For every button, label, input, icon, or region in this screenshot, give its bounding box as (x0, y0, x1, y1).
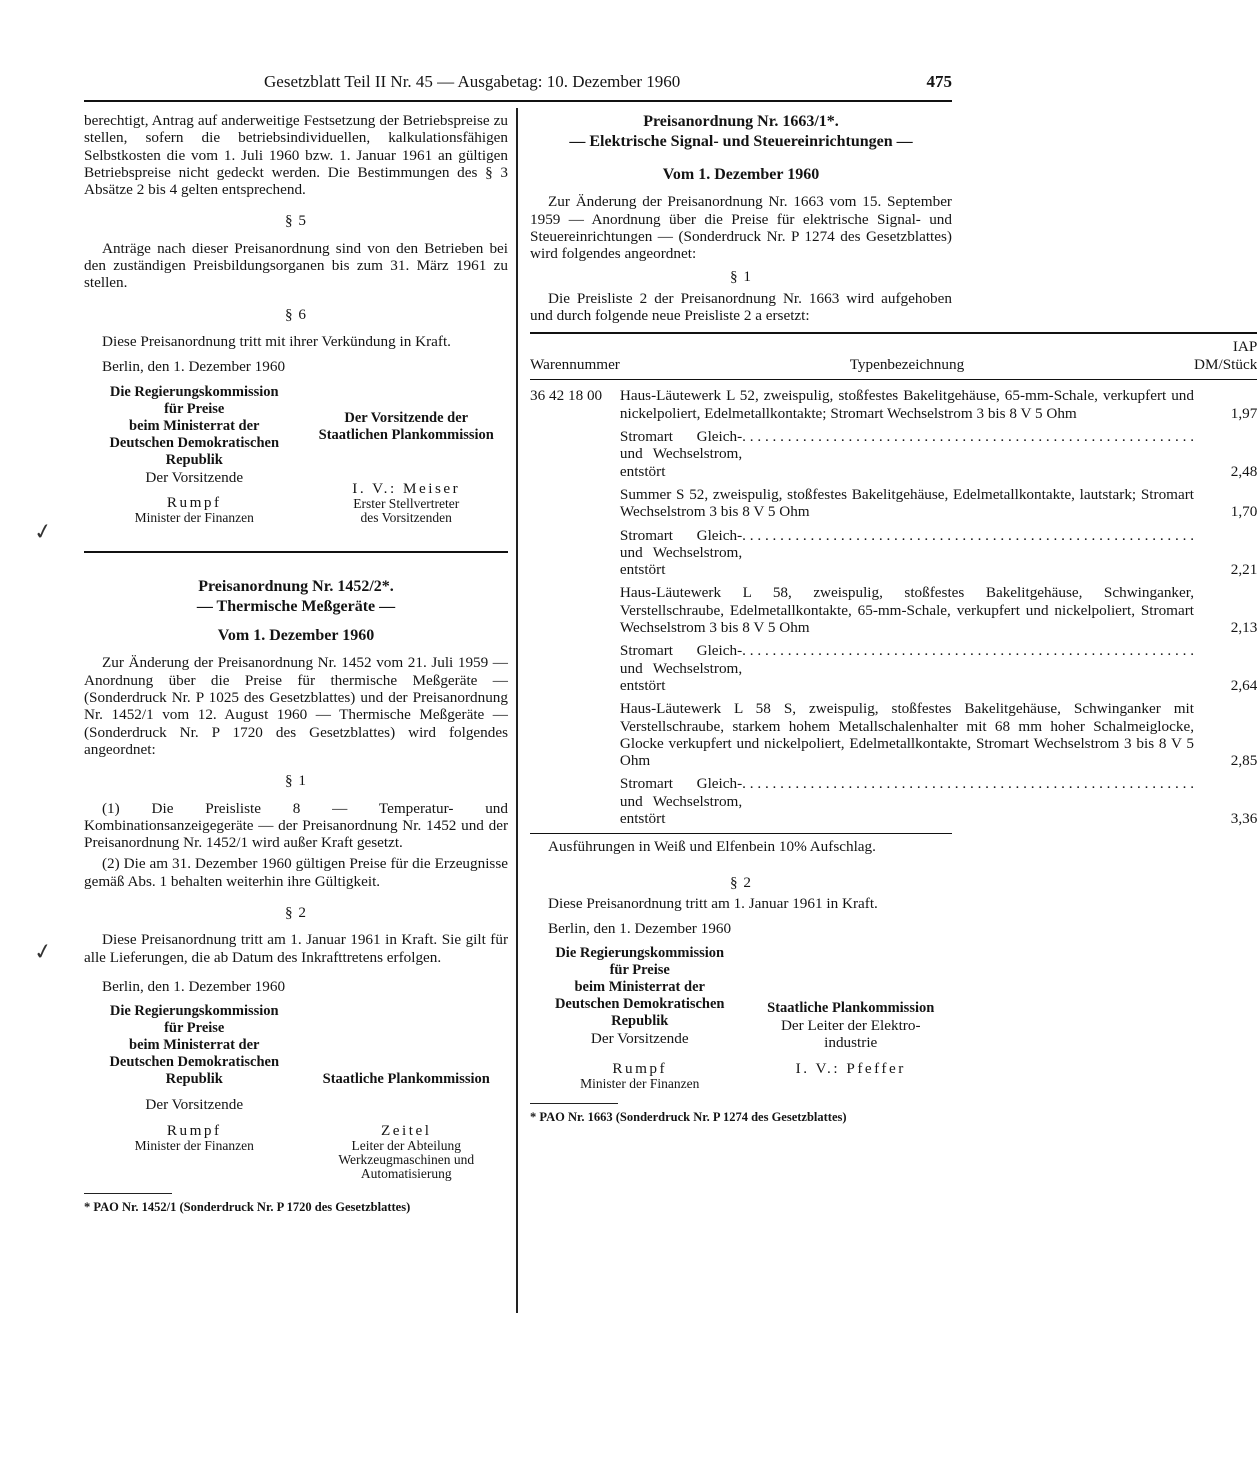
signature-right (304, 410, 508, 525)
signature-org: Staatliche Plankommission (767, 1000, 935, 1017)
column-header-type: Typenbezeichnung (849, 355, 965, 373)
column-divider (516, 108, 518, 1313)
price-row (530, 486, 1257, 527)
type-description-cell (620, 642, 1194, 700)
price-row (530, 527, 1257, 585)
signature-right (749, 1000, 952, 1091)
signature-block (84, 384, 508, 526)
signature-org: beim Ministerrat der (129, 417, 260, 434)
type-description: Haus-Läutewerk L 52, zweispulig, stoßfestes Bakelitgehäuse, 65-mm-Schale, verkupfert und nickelpoliert, Edelmetallkontakte; Stromart Wechselstrom 3 bis 8 V 5 Ohm (619, 387, 1194, 422)
section-text: Anträge nach dieser Preisanordnung sind von den Betrieben bei den zuständigen Preisbildungsorganen bis zum 31. März 1961 zu stellen. (84, 239, 508, 292)
signature-role: Der Vorsitzende (145, 1096, 244, 1114)
type-description: Stromart Gleich- und Wechselstrom, entstört (619, 526, 743, 579)
type-description-cell (620, 387, 1194, 428)
signature-role: industrie (824, 1034, 878, 1052)
section-heading: § 1 (285, 772, 307, 790)
signature-org: Deutschen Demokratischen (554, 996, 725, 1013)
ordinance-intro: Zur Änderung der Preisanordnung Nr. 1452 vom 21. Juli 1959 — Anordnung über die Preise für thermische Meßgeräte — (Sonderdruck Nr. P 1025 des Gesetzblattes) und der Preisanordnung Nr. 1452/1 vom 12. August 1960 — Thermische Meßgeräte — (Sonderdruck Nr. P 1720 des Gesetzblattes) wird folgendes angeordnet: (84, 654, 508, 758)
section-text: Diese Preisanordnung tritt am 1. Januar 1961 in Kraft. Sie gilt für alle Lieferungen, die ab Datum des Inkrafttretens erfolgen. (84, 931, 508, 966)
price-cell: 3,36 (1230, 810, 1257, 827)
type-description-cell (620, 527, 1194, 585)
price-row (530, 775, 1257, 833)
signature-role: Der Vorsitzende (590, 1030, 689, 1048)
price-row (530, 642, 1257, 700)
price-cell: 1,97 (1230, 404, 1257, 422)
signature-org: Der Vorsitzende der (344, 409, 469, 426)
type-description-cell (620, 486, 1194, 527)
signature-org: beim Ministerrat der (129, 1037, 260, 1054)
signature-left (530, 945, 749, 1091)
margin-check-mark: ✓ (31, 518, 55, 547)
leader-dots (742, 775, 1194, 792)
signature-block (530, 945, 952, 1091)
item-number-cell (530, 486, 620, 527)
item-number-cell (530, 527, 620, 585)
leader-dots (742, 527, 1194, 544)
left-column (84, 112, 508, 1215)
signature-right (304, 1071, 508, 1181)
right-column (530, 112, 1257, 1125)
section-text: Die Preisliste 2 der Preisanordnung Nr. 1663 wird aufgehoben und durch folgende neue Preisliste 2 a ersetzt: (530, 289, 952, 325)
signature-title: Werkzeugmaschinen und (338, 1151, 475, 1167)
signature-left (84, 384, 304, 526)
signature-org: für Preise (609, 962, 670, 979)
signature-name: Rumpf (612, 1059, 668, 1077)
ordinance-subtitle: — Elektrische Signal- und Steuereinrichtungen — (569, 133, 913, 150)
signature-name: I. V.: Meiser (352, 479, 461, 497)
signature-org: Die Regierungskommission (555, 945, 725, 962)
price-row (530, 700, 1257, 775)
section-heading: § 1 (730, 268, 752, 286)
footnote: * PAO Nr. 1452/1 (Sonderdruck Nr. P 1720 des Gesetzblattes) (84, 1199, 411, 1214)
signature-org: Staatlichen Plankommission (318, 426, 494, 443)
signature-title: Leiter der Abteilung (351, 1137, 461, 1153)
place-date: Berlin, den 1. Dezember 1960 (548, 920, 732, 938)
column-header-item-number: Warennummer (530, 355, 620, 373)
page-header (84, 72, 952, 98)
item-number-cell (530, 642, 620, 700)
type-description-cell (620, 700, 1194, 775)
price-row (530, 584, 1257, 642)
section-heading: § 2 (285, 904, 307, 922)
signature-org: Die Regierungskommission (109, 1003, 279, 1020)
section-heading: § 2 (730, 873, 752, 891)
section-text: Diese Preisanordnung tritt mit ihrer Verkündung in Kraft. (102, 332, 451, 350)
signature-org: Republik (611, 1013, 669, 1030)
ordinance-date: Vom 1. Dezember 1960 (662, 166, 820, 183)
ordinance-title: Preisanordnung Nr. 1452/2*. (198, 578, 394, 596)
leader-dots (742, 642, 1194, 659)
signature-title: Minister der Finanzen (134, 1137, 254, 1153)
signature-role: Der Leiter der Elektro- (780, 1017, 921, 1035)
signature-org: Republik (165, 451, 223, 468)
signature-title: Automatisierung (360, 1165, 452, 1181)
surcharge-note: Ausführungen in Weiß und Elfenbein 10% Aufschlag. (530, 833, 952, 855)
type-description: Haus-Läutewerk L 58, zweispulig, stoßfestes Bakelitgehäuse, Schwinganker, Verstellschraube, Edelmetallkontakte, 65-mm-Schale, verkupfert und nickelpoliert, Stromart Wechselstrom 3 bis 8 V 5 Ohm (619, 584, 1194, 637)
place-date: Berlin, den 1. Dezember 1960 (102, 358, 286, 376)
signature-org: beim Ministerrat der (574, 979, 705, 996)
price-cell: 2,48 (1230, 462, 1257, 480)
section-heading: § 5 (285, 212, 307, 230)
price-cell: 2,21 (1230, 561, 1257, 579)
signature-org: für Preise (164, 1020, 225, 1037)
header-rule (84, 100, 952, 102)
price-cell: 2,13 (1230, 619, 1257, 637)
ordinance-subtitle: — Thermische Meßgeräte — (196, 598, 396, 616)
ordinance-title: Preisanordnung Nr. 1663/1*. (643, 113, 839, 130)
section-text: (2) Die am 31. Dezember 1960 gültigen Preise für die Erzeugnisse gemäß Abs. 1 behalten weiterhin ihre Gültigkeit. (84, 855, 508, 890)
item-number-cell (530, 428, 620, 486)
place-date: Berlin, den 1. Dezember 1960 (102, 977, 286, 995)
price-row (530, 387, 1257, 428)
type-description-cell (620, 584, 1194, 642)
type-description-cell (620, 428, 1194, 486)
price-table-body (530, 379, 1257, 833)
signature-org: Die Regierungskommission (109, 383, 279, 400)
column-header-price-line: IAP (1232, 338, 1257, 356)
signature-title: des Vorsitzenden (360, 510, 452, 526)
price-table (530, 332, 1257, 833)
section-heading: § 6 (285, 305, 307, 323)
signature-title: Minister der Finanzen (134, 510, 254, 526)
signature-title: Erster Stellvertreter (353, 496, 460, 512)
signature-name: Rumpf (166, 1121, 222, 1139)
footnote: * PAO Nr. 1663 (Sonderdruck Nr. P 1274 des Gesetzblattes) (530, 1110, 847, 1125)
signature-name: Rumpf (166, 493, 222, 511)
price-row (530, 428, 1257, 486)
item-number-cell (530, 584, 620, 642)
signature-title: Minister der Finanzen (580, 1076, 700, 1092)
signature-name: I. V.: Pfeffer (795, 1059, 906, 1077)
footnote-rule (84, 1193, 172, 1194)
section-rule (84, 551, 508, 553)
type-description: Summer S 52, zweispulig, stoßfestes Bakelitgehäuse, Edelmetallkontakte, lautstark; Stromart Wechselstrom 3 bis 8 V 5 Ohm (619, 485, 1194, 521)
type-description: Stromart Gleich- und Wechselstrom, entstört (619, 428, 743, 480)
column-header-price (1194, 333, 1257, 379)
signature-org: Staatliche Plankommission (322, 1070, 490, 1087)
signature-role: Der Vorsitzende (145, 468, 244, 486)
item-number-cell (530, 775, 620, 833)
leader-dots (742, 428, 1194, 445)
item-number-cell (530, 700, 620, 775)
ordinance-date: Vom 1. Dezember 1960 (217, 627, 375, 645)
type-description-cell (620, 775, 1194, 833)
signature-org: für Preise (164, 400, 225, 417)
ordinance-intro: Zur Änderung der Preisanordnung Nr. 1663 vom 15. September 1959 — Anordnung über die Preise für elektrische Signal- und Steuereinrichtungen — (Sonderdruck Nr. P 1274 des Gesetzblattes) wird folgendes angeordnet: (530, 193, 952, 263)
price-cell: 1,70 (1230, 503, 1257, 521)
signature-name: Zeitel (381, 1121, 432, 1139)
signature-org: Deutschen Demokratischen (109, 434, 280, 451)
signature-org: Republik (165, 1071, 223, 1088)
type-description: Haus-Läutewerk L 58 S, zweispulig, stoßfestes Bakelitgehäuse, Schwinganker mit Verstellschraube, starkem hohem Metallschalenhalter mit 68 mm hoher Schalmeiglocke, Glocke verkupfert und nickelpoliert, Edelmetallkontakte, Stromart Wechselstrom 3 bis 8 V 5 Ohm (619, 700, 1194, 770)
price-cell: 2,85 (1230, 752, 1257, 770)
column-header-price-line: DM/Stück (1194, 355, 1257, 373)
type-description: Stromart Gleich- und Wechselstrom, entstört (619, 642, 743, 694)
type-description: Stromart Gleich- und Wechselstrom, entstört (619, 775, 743, 827)
signature-left (84, 1003, 304, 1181)
signature-org: Deutschen Demokratischen (109, 1054, 280, 1071)
signature-block (84, 1003, 508, 1181)
section-text: Diese Preisanordnung tritt am 1. Januar 1961 in Kraft. (548, 894, 878, 912)
price-cell: 2,64 (1230, 676, 1257, 694)
continued-paragraph: berechtigt, Antrag auf anderweitige Festsetzung der Betriebspreise zu stellen, sofern die betriebsindividuellen, kalkulationsfähigen Selbstkosten die vom 1. Juli 1960 bzw. 1. Januar 1961 an gültigen Betriebspreise nicht gedeckt werden. Die Bestimmungen des § 3 Absätze 2 bis 4 gelten entsprechend. (84, 112, 508, 199)
margin-check-mark: ✓ (31, 938, 55, 967)
section-text: (1) Die Preisliste 8 — Temperatur- und Kombinationsanzeigegeräte — der Preisanordnung Nr. 1452 und der Preisanordnung Nr. 1452/1 wird außer Kraft gesetzt. (84, 799, 508, 852)
footnote-rule (530, 1103, 618, 1104)
item-number-cell: 36 42 18 00 (530, 387, 603, 405)
page-number: 475 (926, 72, 952, 91)
header-title: Gesetzblatt Teil II Nr. 45 — Ausgabetag: 10. Dezember 1960 (264, 72, 681, 91)
